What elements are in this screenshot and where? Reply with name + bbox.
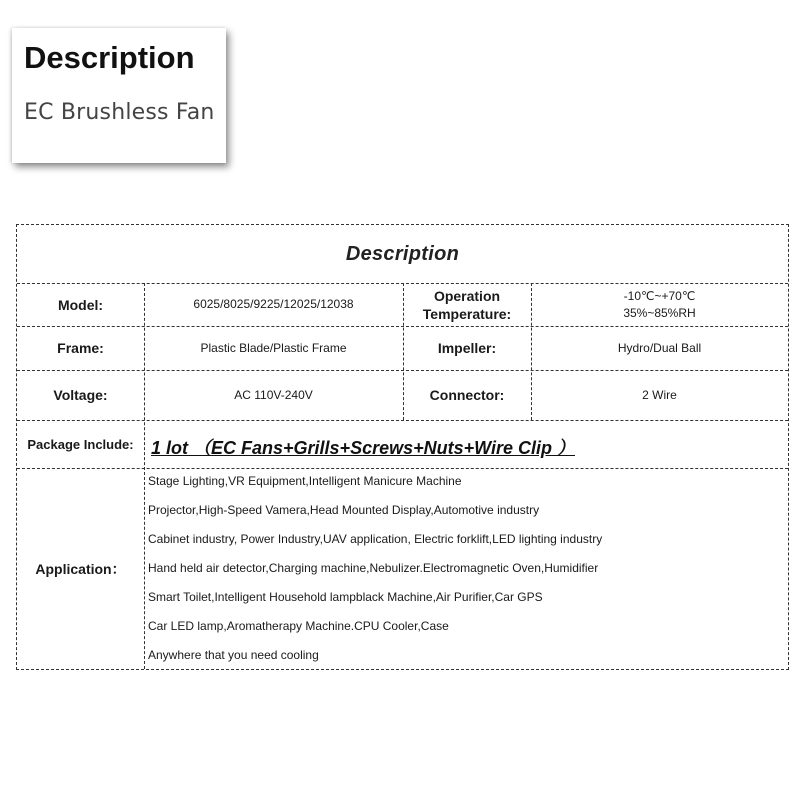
application-item: Cabinet industry, Power Industry,UAV application, Electric forklift,LED lighting industry — [148, 532, 603, 546]
operation-label-line1: Operation — [433, 287, 501, 304]
application-item: Anywhere that you need cooling — [148, 648, 319, 662]
voltage-value: AC 110V-240V — [234, 387, 313, 402]
connector-value: 2 Wire — [642, 387, 677, 402]
header-subtitle: EC Brushless Fan — [24, 100, 215, 125]
impeller-label: Impeller: — [437, 340, 497, 356]
operation-label-line2: Temperature: — [422, 305, 512, 322]
table-title: Description — [345, 242, 460, 265]
operation-value-line1: -10℃~+70℃ — [623, 288, 696, 303]
application-item: Stage Lighting,VR Equipment,Intelligent Manicure Machine — [148, 474, 462, 488]
connector-label: Connector: — [429, 387, 505, 403]
application-item: Smart Toilet,Intelligent Household lampblack Machine,Air Purifier,Car GPS — [148, 590, 543, 604]
spec-table — [16, 224, 789, 670]
package-label: Package Include: — [27, 436, 134, 452]
model-value: 6025/8025/9225/12025/12038 — [193, 297, 354, 311]
operation-temperature-value — [531, 283, 788, 326]
voltage-label: Voltage: — [53, 387, 108, 403]
impeller-value: Hydro/Dual Ball — [617, 340, 702, 355]
application-label: Application： — [35, 560, 126, 577]
application-item: Hand held air detector,Charging machine,Nebulizer.Electromagnetic Oven,Humidifier — [148, 561, 599, 575]
operation-value-line2: 35%~85%RH — [623, 305, 696, 320]
description-header-card — [12, 28, 226, 163]
frame-label: Frame: — [57, 340, 104, 356]
frame-value: Plastic Blade/Plastic Frame — [200, 340, 347, 355]
package-value: 1 lot （EC Fans+Grills+Screws+Nuts+Wire Clip ） — [151, 438, 575, 458]
operation-temperature-label — [403, 283, 531, 326]
header-title: Description — [24, 40, 195, 75]
application-item: Car LED lamp,Aromatherapy Machine.CPU Cooler,Case — [148, 619, 449, 633]
model-label: Model: — [57, 296, 104, 313]
application-item: Projector,High-Speed Vamera,Head Mounted Display,Automotive industry — [148, 503, 540, 517]
